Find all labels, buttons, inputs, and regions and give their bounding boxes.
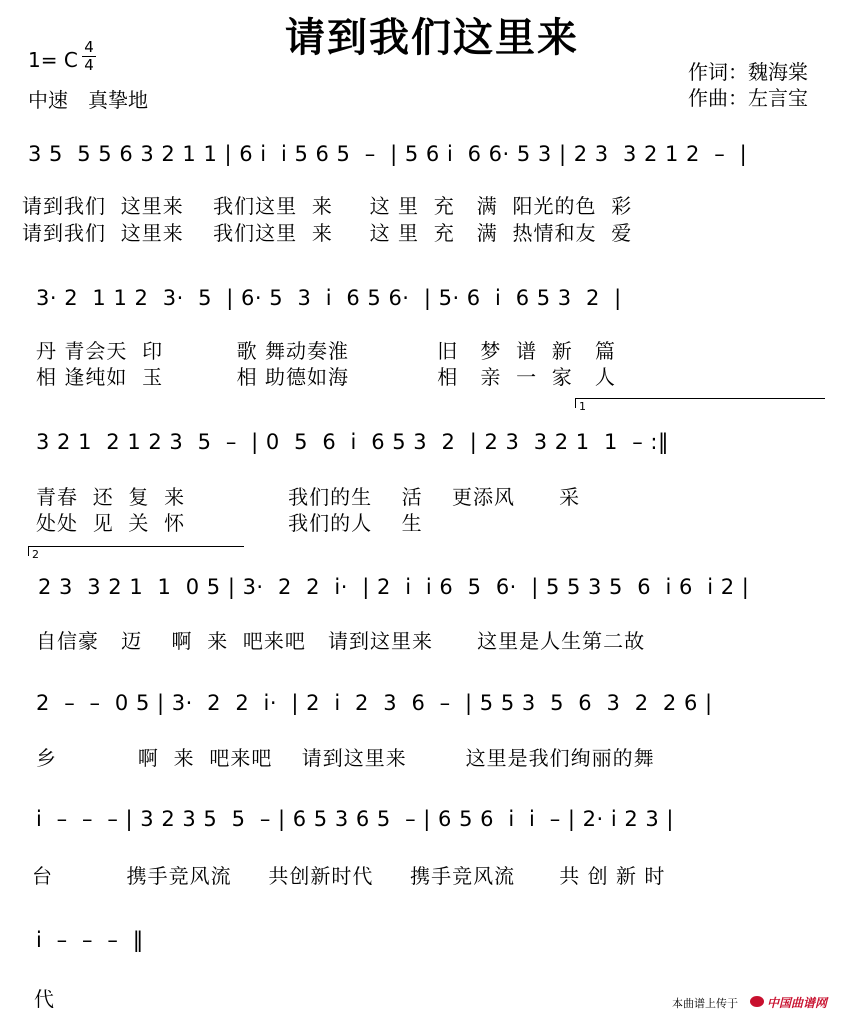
score-title: 请到我们这里来 — [285, 14, 579, 61]
site-logo-icon — [750, 996, 764, 1007]
notation-line-5: 2 – – 0 5 | 3· 2 2 i· | 2 i 2 3 6 – | 5 5 3 5 6 3 2 2 6 | — [36, 691, 713, 715]
key-signature — [28, 48, 78, 72]
lyric-line-7: 代 — [34, 987, 55, 1011]
notation-line-1: 3 5 5 5 6 3 2 1 1 | 6 i i 5 6 5 – | 5 6 i 6 6· 5 3 | 2 3 3 2 1 2 – | — [28, 142, 748, 166]
lyricist-credit: 作词：魏海棠 — [688, 60, 808, 84]
notation-line-4: 2 3 3 2 1 1 0 5 | 3· 2 2 i· | 2 i i 6 5 6· | 5 5 3 5 6 i 6 i 2 | — [38, 575, 750, 599]
lyric-line-2-verse-1: 丹 青会天 印 歌 舞动奏淮 旧 梦 谱 新 篇 — [36, 339, 616, 363]
site-name[interactable]: 中国曲谱网 — [767, 996, 828, 1010]
lyric-line-5: 乡 啊 来 吧来吧 请到这里来 这里是我们绚丽的舞 — [36, 746, 655, 770]
notation-line-3: 3 2 1 2 1 2 3 5 – | 0 5 6 i 6 5 3 2 | 2 3 3 2 1 1 – :‖ — [36, 430, 669, 454]
upload-note: 本曲谱上传于 — [672, 997, 738, 1010]
lyric-line-1-verse-2: 请到我们 这里来 我们这里 来 这 里 充 满 热情和友 爱 — [22, 221, 633, 245]
lyric-line-2-verse-2: 相 逢纯如 玉 相 助德如海 相 亲 一 家 人 — [36, 365, 616, 389]
volta-2-bracket — [28, 546, 244, 547]
lyric-line-1-verse-1: 请到我们 这里来 我们这里 来 这 里 充 满 阳光的色 彩 — [22, 194, 633, 218]
time-bottom: 4 — [84, 56, 94, 74]
lyric-line-3-verse-1: 青春 还 复 来 我们的生 活 更添风 采 — [36, 485, 581, 509]
volta-2-number: 2 — [32, 548, 39, 561]
volta-1-number: 1 — [579, 400, 586, 413]
composer-credit: 作曲：左言宝 — [688, 86, 808, 110]
lyric-line-6: 台 携手竞风流 共创新时代 携手竞风流 共 创 新 时 — [32, 864, 666, 888]
lyric-line-3-verse-2: 处处 见 关 怀 我们的人 生 — [36, 511, 423, 535]
volta-1-bracket-tick — [575, 398, 576, 408]
key-text: 1= C — [28, 48, 78, 72]
time-top: 4 — [84, 38, 94, 56]
tempo-marking: 中速 真挚地 — [28, 88, 148, 112]
time-signature — [82, 40, 96, 73]
volta-1-bracket — [575, 398, 825, 399]
volta-2-bracket-tick — [28, 546, 29, 556]
notation-line-2: 3· 2 1 1 2 3· 5 | 6· 5 3 i 6 5 6· | 5· 6 i 6 5 3 2 | — [36, 286, 622, 310]
notation-line-7: i – – – ‖ — [36, 928, 144, 952]
notation-line-6: i – – – | 3 2 3 5 5 – | 6 5 3 6 5 – | 6 5 6 i i – | 2· i 2 3 | — [36, 807, 674, 831]
lyric-line-4: 自信豪 迈 啊 来 吧来吧 请到这里来 这里是人生第二故 — [36, 629, 646, 653]
